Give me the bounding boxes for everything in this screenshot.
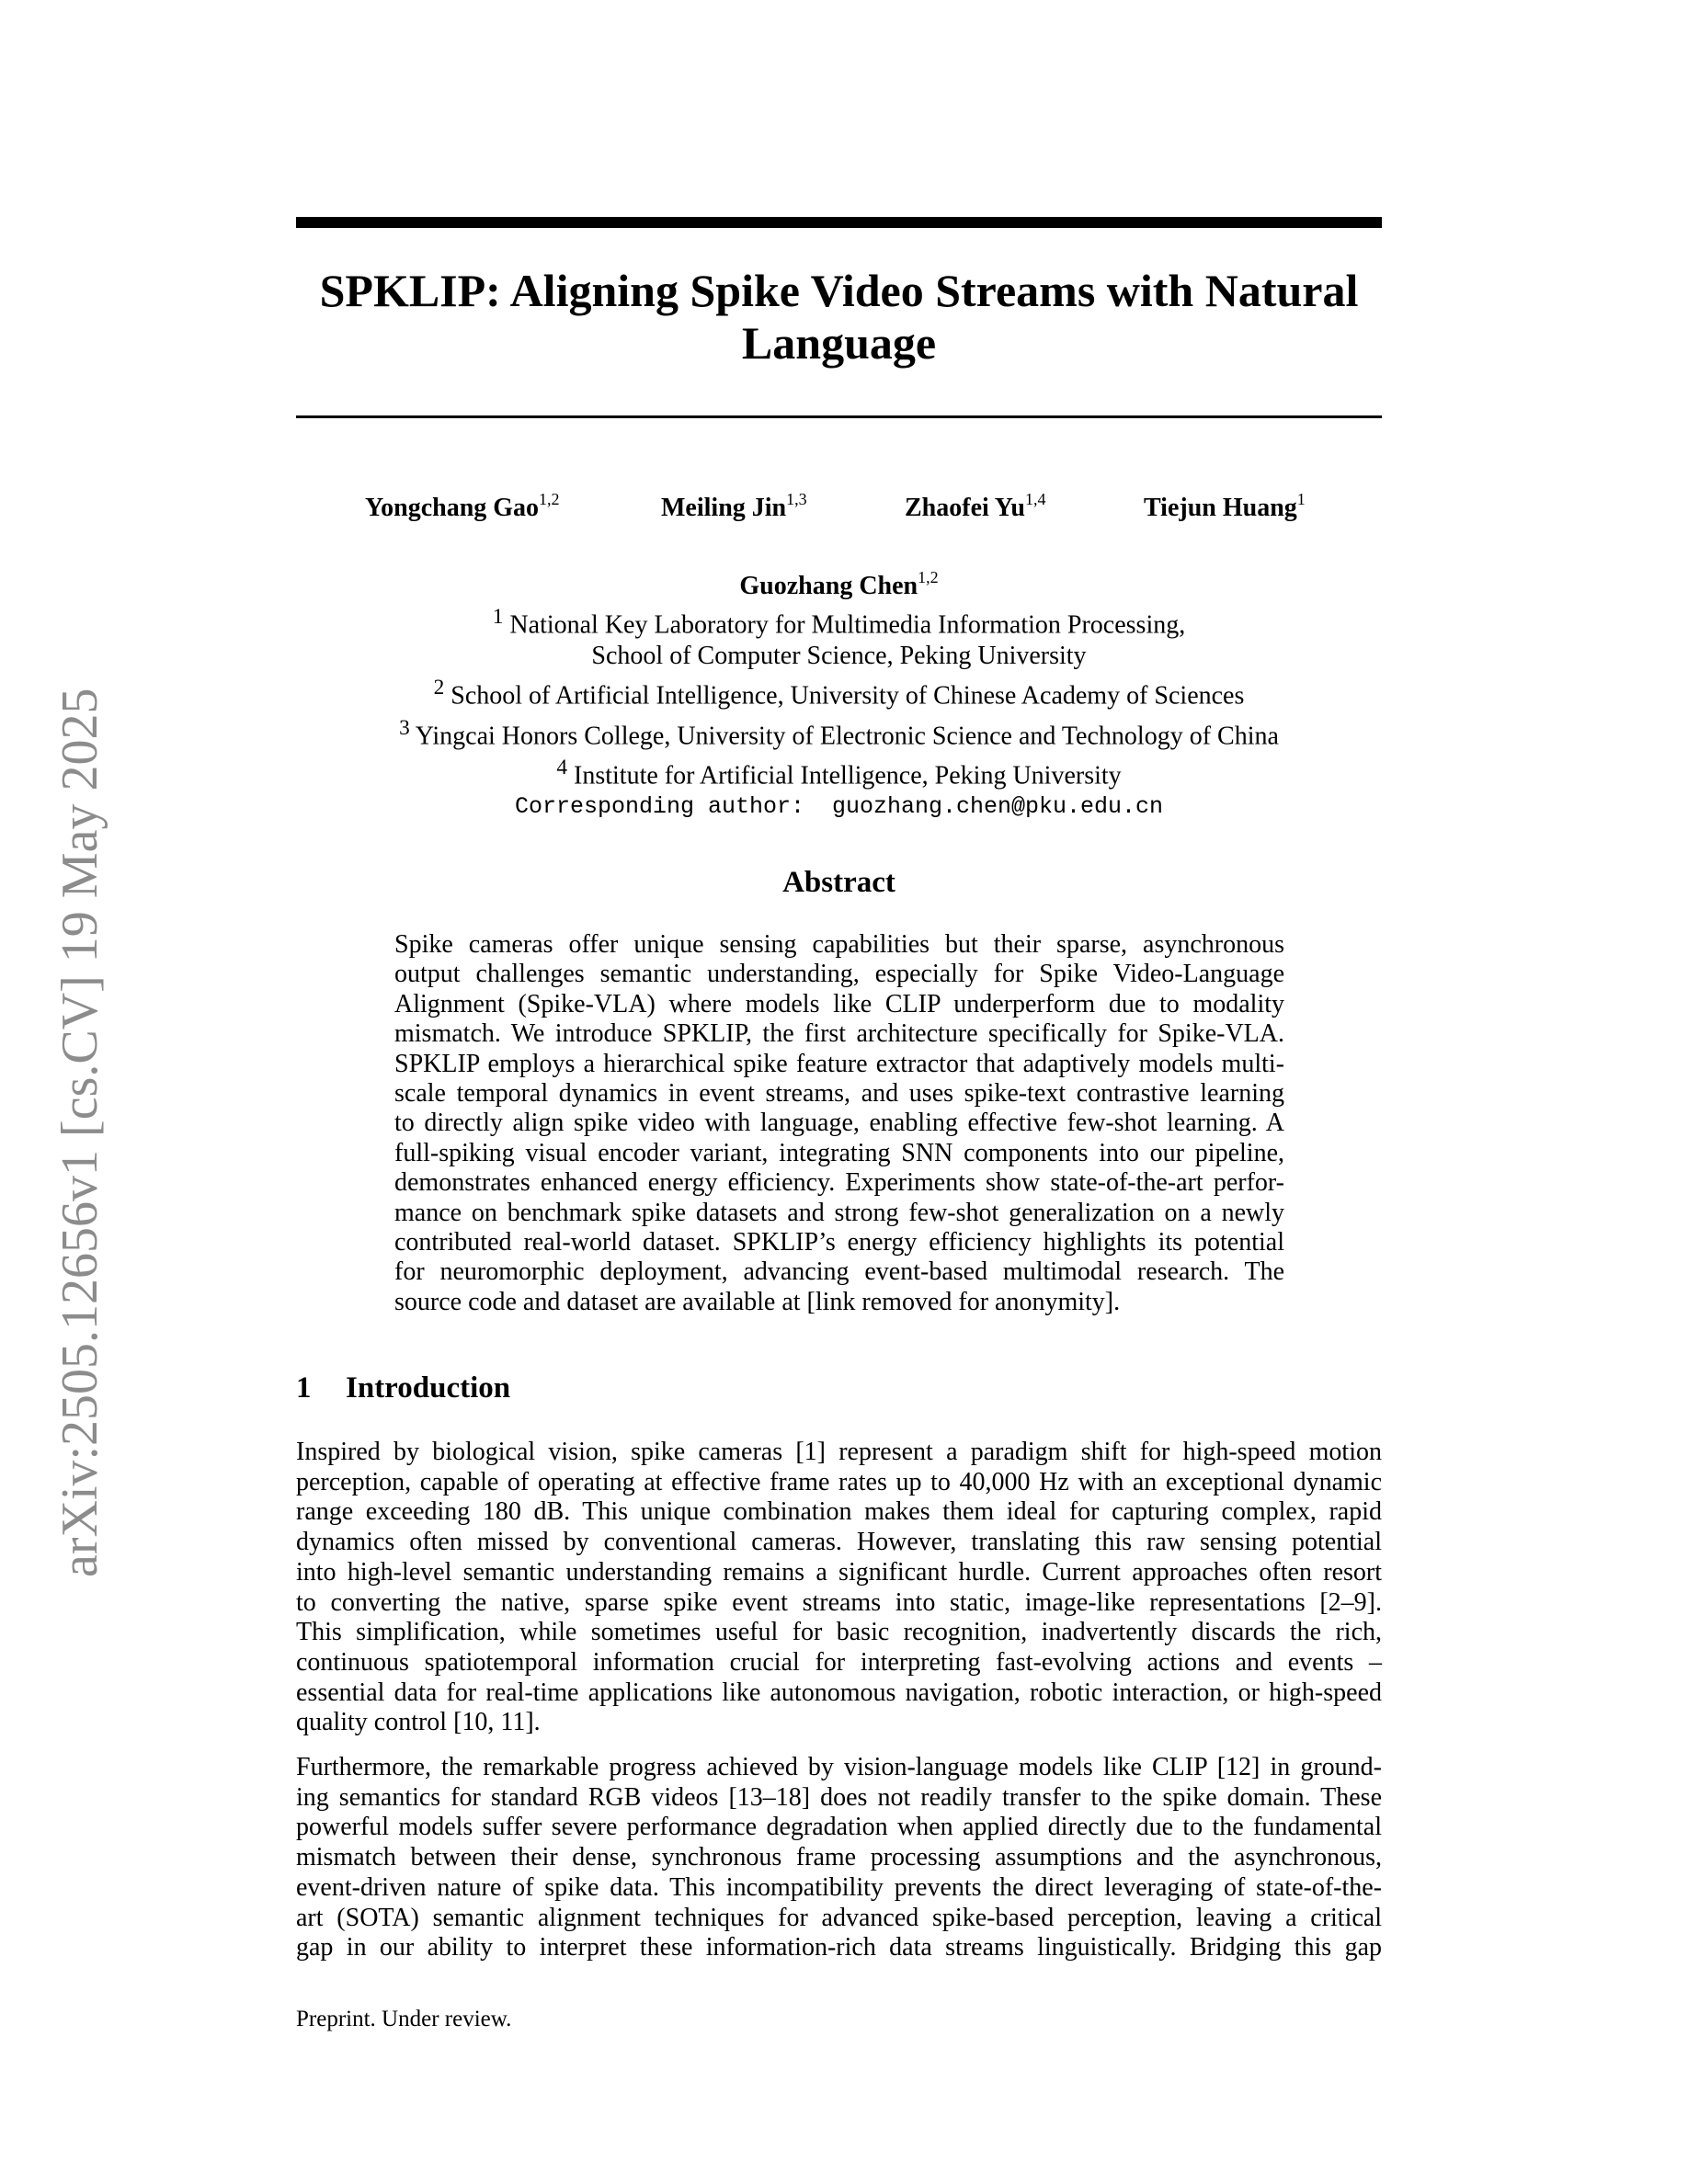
author-affiliation-marks: 1,4: [1024, 490, 1046, 508]
author-2: [661, 490, 807, 527]
author-affiliation-marks: 1,2: [918, 568, 939, 586]
author-name: Tiejun Huang: [1144, 494, 1297, 522]
author-name: Zhaofei Yu: [905, 494, 1025, 522]
title-bottom-rule: [296, 415, 1382, 418]
abstract-line: SPKLIP employs a hierarchical spike feature extractor that adaptively models multi-: [394, 1049, 1284, 1078]
paper-title-line-2: Language: [741, 317, 937, 369]
paragraph-line: to converting the native, sparse spike event streams into static, image-like representations [2–9].: [296, 1587, 1382, 1617]
author-4: [1144, 490, 1306, 527]
arxiv-identifier-stamp: arXiv:2505.12656v1 [cs.CV] 19 May 2025: [51, 688, 108, 1577]
affiliation-text: National Key Laboratory for Multimedia Information Processing,: [509, 610, 1186, 640]
abstract-line: Alignment (Spike-VLA) where models like CLIP underperform due to modality: [394, 989, 1284, 1018]
affiliation-1-continued: [296, 641, 1382, 672]
section-heading-introduction: [296, 1370, 510, 1406]
paragraph-line: essential data for real-time applications like autonomous navigation, robotic interaction, or high-speed: [296, 1678, 1382, 1707]
author-affiliation-marks: 1: [1296, 490, 1306, 508]
affiliation-mark: 3: [399, 715, 410, 740]
paragraph-line: dynamics often missed by conventional cameras. However, translating this raw sensing potential: [296, 1528, 1382, 1557]
paragraph-line: ing semantics for standard RGB videos [13–18] does not readily transfer to the spike domain. These: [296, 1782, 1382, 1812]
affiliation-text: Institute for Artificial Intelligence, Peking University: [574, 761, 1122, 791]
affiliations: [296, 601, 1382, 823]
introduction-paragraph-1: [296, 1438, 1382, 1738]
affiliation-mark: 4: [556, 755, 568, 779]
author-1: [365, 490, 560, 527]
affiliation-text: Yingcai Honors College, University of Electronic Science and Technology of China: [415, 721, 1279, 750]
author-name: Guozhang Chen: [739, 572, 918, 600]
paragraph-line: into high-level semantic understanding remains a significant hurdle. Current approaches often resort: [296, 1557, 1382, 1587]
paragraph-line: powerful models suffer severe performance degradation when applied directly due to the fundamental: [296, 1813, 1382, 1842]
abstract-line: full-spiking visual encoder variant, integrating SNN components into our pipeline,: [394, 1138, 1284, 1167]
abstract-line: contributed real-world dataset. SPKLIP’s energy efficiency highlights its potential: [394, 1228, 1284, 1257]
abstract-body: [394, 930, 1284, 1317]
paragraph-line: Furthermore, the remarkable progress achieved by vision-language models like CLIP [12] in ground-: [296, 1753, 1382, 1781]
abstract-line: Spike cameras offer unique sensing capabilities but their sparse, asynchronous: [394, 930, 1284, 959]
abstract-line: mance on benchmark spike datasets and strong few-shot generalization on a newly: [394, 1198, 1284, 1227]
author-name: Meiling Jin: [661, 494, 787, 522]
author-3: [905, 490, 1045, 527]
author-name: Yongchang Gao: [365, 494, 540, 522]
paper-title: [276, 265, 1402, 370]
abstract-line: mismatch. We introduce SPKLIP, the first architecture specifically for Spike-VLA.: [394, 1019, 1284, 1049]
paragraph-line: mismatch between their dense, synchronous frame processing assumptions and the asynchronous,: [296, 1843, 1382, 1872]
title-top-rule: [296, 217, 1382, 228]
affiliation-1: [296, 601, 1382, 641]
paragraph-line: quality control [10, 11].: [296, 1708, 541, 1737]
abstract-line: for neuromorphic deployment, advancing event-based multimodal research. The: [394, 1257, 1284, 1287]
paragraph-line: Inspired by biological vision, spike cameras [1] represent a paradigm shift for high-speed motion: [296, 1438, 1382, 1466]
author-5: [296, 568, 1382, 605]
affiliation-mark: 1: [492, 605, 504, 629]
corresponding-author: Corresponding author: guozhang.chen@pku.edu.cn: [514, 793, 1164, 821]
affiliation-3: [296, 712, 1382, 752]
paragraph-line: event-driven nature of spike data. This incompatibility prevents the direct leveraging of state-of-the-: [296, 1872, 1382, 1902]
abstract-line: output challenges semantic understanding, especially for Spike Video-Language: [394, 960, 1284, 989]
paragraph-line: perception, capable of operating at effective frame rates up to 40,000 Hz with an exceptional dynamic: [296, 1467, 1382, 1496]
author-affiliation-marks: 1,2: [539, 490, 560, 508]
affiliation-text: School of Computer Science, Peking University: [591, 642, 1087, 671]
abstract-line: to directly align spike video with language, enabling effective few-shot learning. A: [394, 1109, 1284, 1138]
preprint-footer: Preprint. Under review.: [296, 2007, 512, 2031]
abstract-line: demonstrates enhanced energy efficiency. Experiments show state-of-the-art perfor-: [394, 1168, 1284, 1198]
paper-title-line-1: SPKLIP: Aligning Spike Video Streams with Natural: [319, 265, 1359, 316]
introduction-paragraph-2: [296, 1753, 1382, 1963]
paragraph-line: range exceeding 180 dB. This unique combination makes them ideal for capturing complex, rapid: [296, 1497, 1382, 1527]
affiliation-4: [296, 752, 1382, 791]
affiliation-mark: 2: [433, 676, 445, 700]
abstract-line: scale temporal dynamics in event streams, and uses spike-text contrastive learning: [394, 1079, 1284, 1109]
author-affiliation-marks: 1,3: [786, 490, 807, 508]
affiliation-2: [296, 672, 1382, 711]
affiliation-text: School of Artificial Intelligence, University of Chinese Academy of Sciences: [451, 681, 1245, 711]
paragraph-line: This simplification, while sometimes useful for basic recognition, inadvertently discards the rich,: [296, 1618, 1382, 1647]
abstract-heading: Abstract: [782, 866, 895, 899]
section-number: 1: [296, 1371, 312, 1405]
section-title: Introduction: [346, 1371, 511, 1405]
abstract-line: source code and dataset are available at [link removed for anonymity].: [394, 1287, 1121, 1316]
paragraph-line: gap in our ability to interpret these information-rich data streams linguistically. Bridging this gap: [296, 1933, 1382, 1962]
paragraph-line: continuous spatiotemporal information crucial for interpreting fast-evolving actions and events –: [296, 1647, 1382, 1677]
paragraph-line: art (SOTA) semantic alignment techniques for advanced spike-based perception, leaving a critical: [296, 1903, 1382, 1932]
